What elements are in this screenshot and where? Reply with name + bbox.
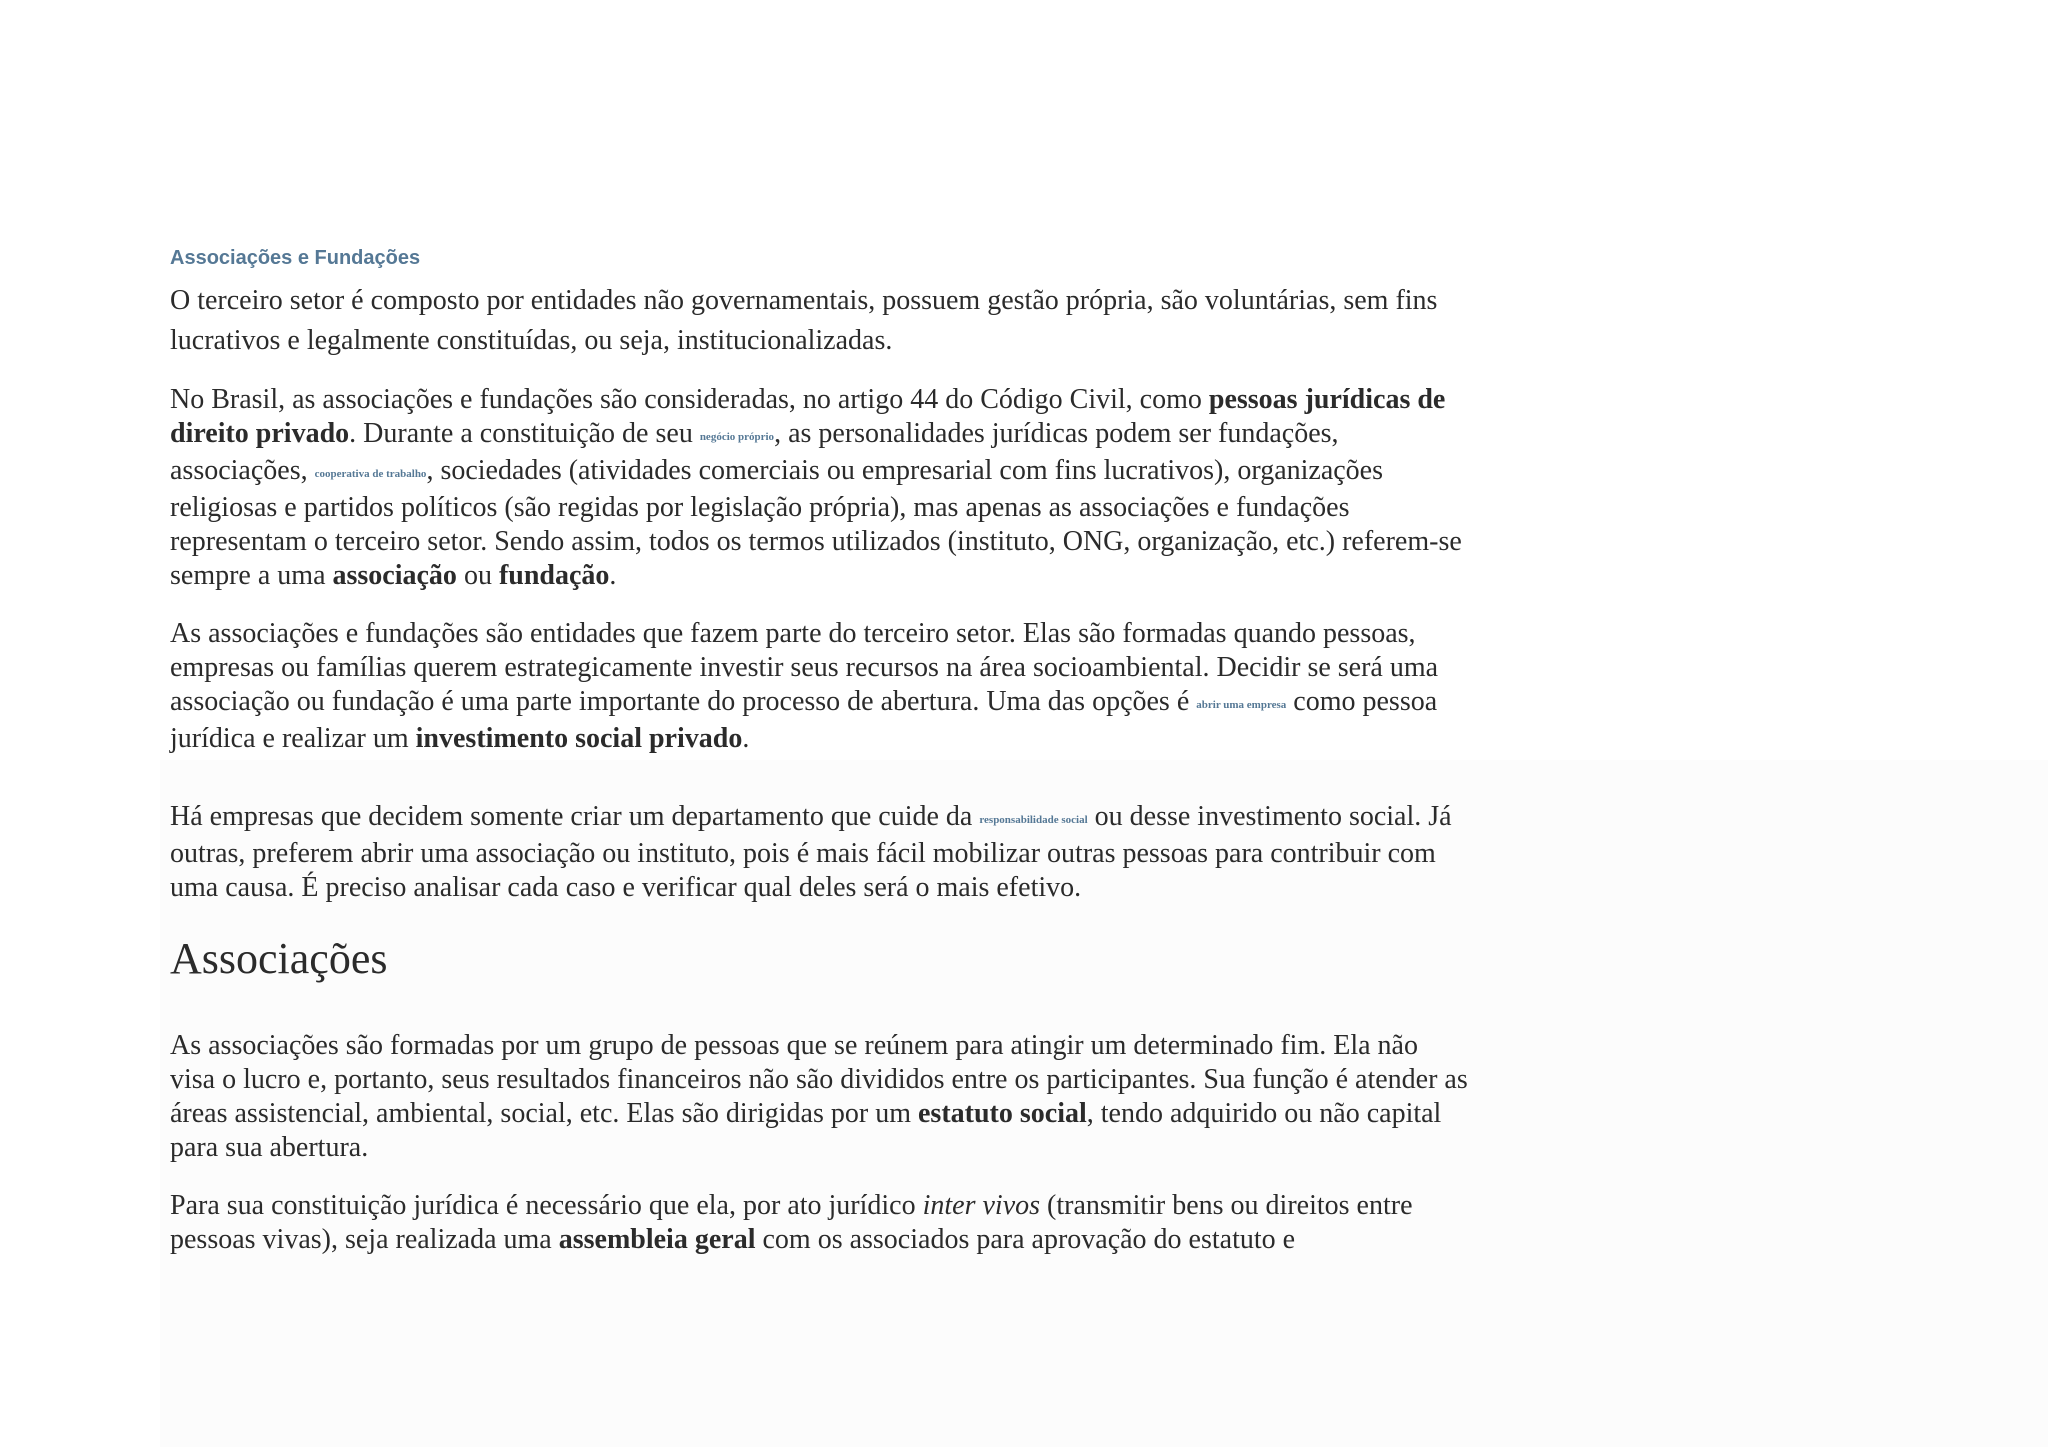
section-kicker: Associações e Fundações (170, 247, 421, 269)
link-negocio-proprio[interactable]: negócio próprio (699, 431, 775, 443)
article (170, 245, 1470, 1281)
link-cooperativa-de-trabalho[interactable]: cooperativa de trabalho (314, 468, 427, 480)
bold-term: assembleia geral (558, 1224, 756, 1255)
link-abrir-uma-empresa[interactable]: abrir uma empresa (1196, 699, 1287, 711)
associations-paragraph: As associações são formadas por um grupo de pessoas que se reúnem para atingir um determinado fim. Ela não visa o lucro e, portanto, seus resultados financeiros não são divididos entre os participantes. Sua função é atender as áreas assistencial, ambiental, social, etc. Elas são dirigidas por um estatuto social, tendo adquirido ou não capital para sua abertura. (170, 1030, 1468, 1163)
legal-paragraph: No Brasil, as associações e fundações são consideradas, no artigo 44 do Código Civil, como pessoas jurídicas de direito privado. Durante a constituição de seu negócio próprio, as personalidades jurídicas podem ser fundações, associações, cooperativa de trabalho, sociedades (atividades comerciais ou empresarial com fins lucrativos), organizações religiosas e partidos políticos (são regidas por legislação própria), mas apenas as associações e fundações representam o terceiro setor. Sendo assim, todos os termos utilizados (instituto, ONG, organização, etc.) referem-se sempre a uma associação ou fundação. (170, 384, 1462, 591)
link-responsabilidade-social[interactable]: responsabilidade social (979, 814, 1088, 826)
bold-term: pessoas jurídicas de direito privado (170, 384, 1446, 449)
bold-term: fundação (498, 560, 610, 591)
constitution-paragraph: Para sua constituição jurídica é necessário que ela, por ato jurídico inter vivos (transmitir bens ou direitos entre pessoas vivas), seja realizada uma assembleia geral com os associados para aprovação do estatuto e (170, 1190, 1413, 1255)
bold-term: estatuto social (918, 1098, 1087, 1129)
italic-term: inter vivos (922, 1190, 1041, 1221)
companies-paragraph: Há empresas que decidem somente criar um departamento que cuide da responsabilidade social ou desse investimento social. Já outras, preferem abrir uma associação ou instituto, pois é mais fácil mobilizar outras pessoas para contribuir com uma causa. É preciso analisar cada caso e verificar qual deles será o mais efetivo. (170, 801, 1452, 903)
section-heading: Associações (170, 934, 388, 983)
bold-term: associação (332, 560, 457, 591)
intro-paragraph: O terceiro setor é composto por entidades não governamentais, possuem gestão própria, são voluntárias, sem fins lucrativos e legalmente constituídas, ou seja, institucionalizadas. (170, 285, 1438, 356)
formation-paragraph: As associações e fundações são entidades que fazem parte do terceiro setor. Elas são formadas quando pessoas, empresas ou famílias querem estrategicamente investir seus recursos na área socioambiental. Decidir se será uma associação ou fundação é uma parte importante do processo de abertura. Uma das opções é abrir uma empresa como pessoa jurídica e realizar um investimento social privado. (170, 618, 1439, 754)
bold-term: investimento social privado (415, 723, 743, 754)
